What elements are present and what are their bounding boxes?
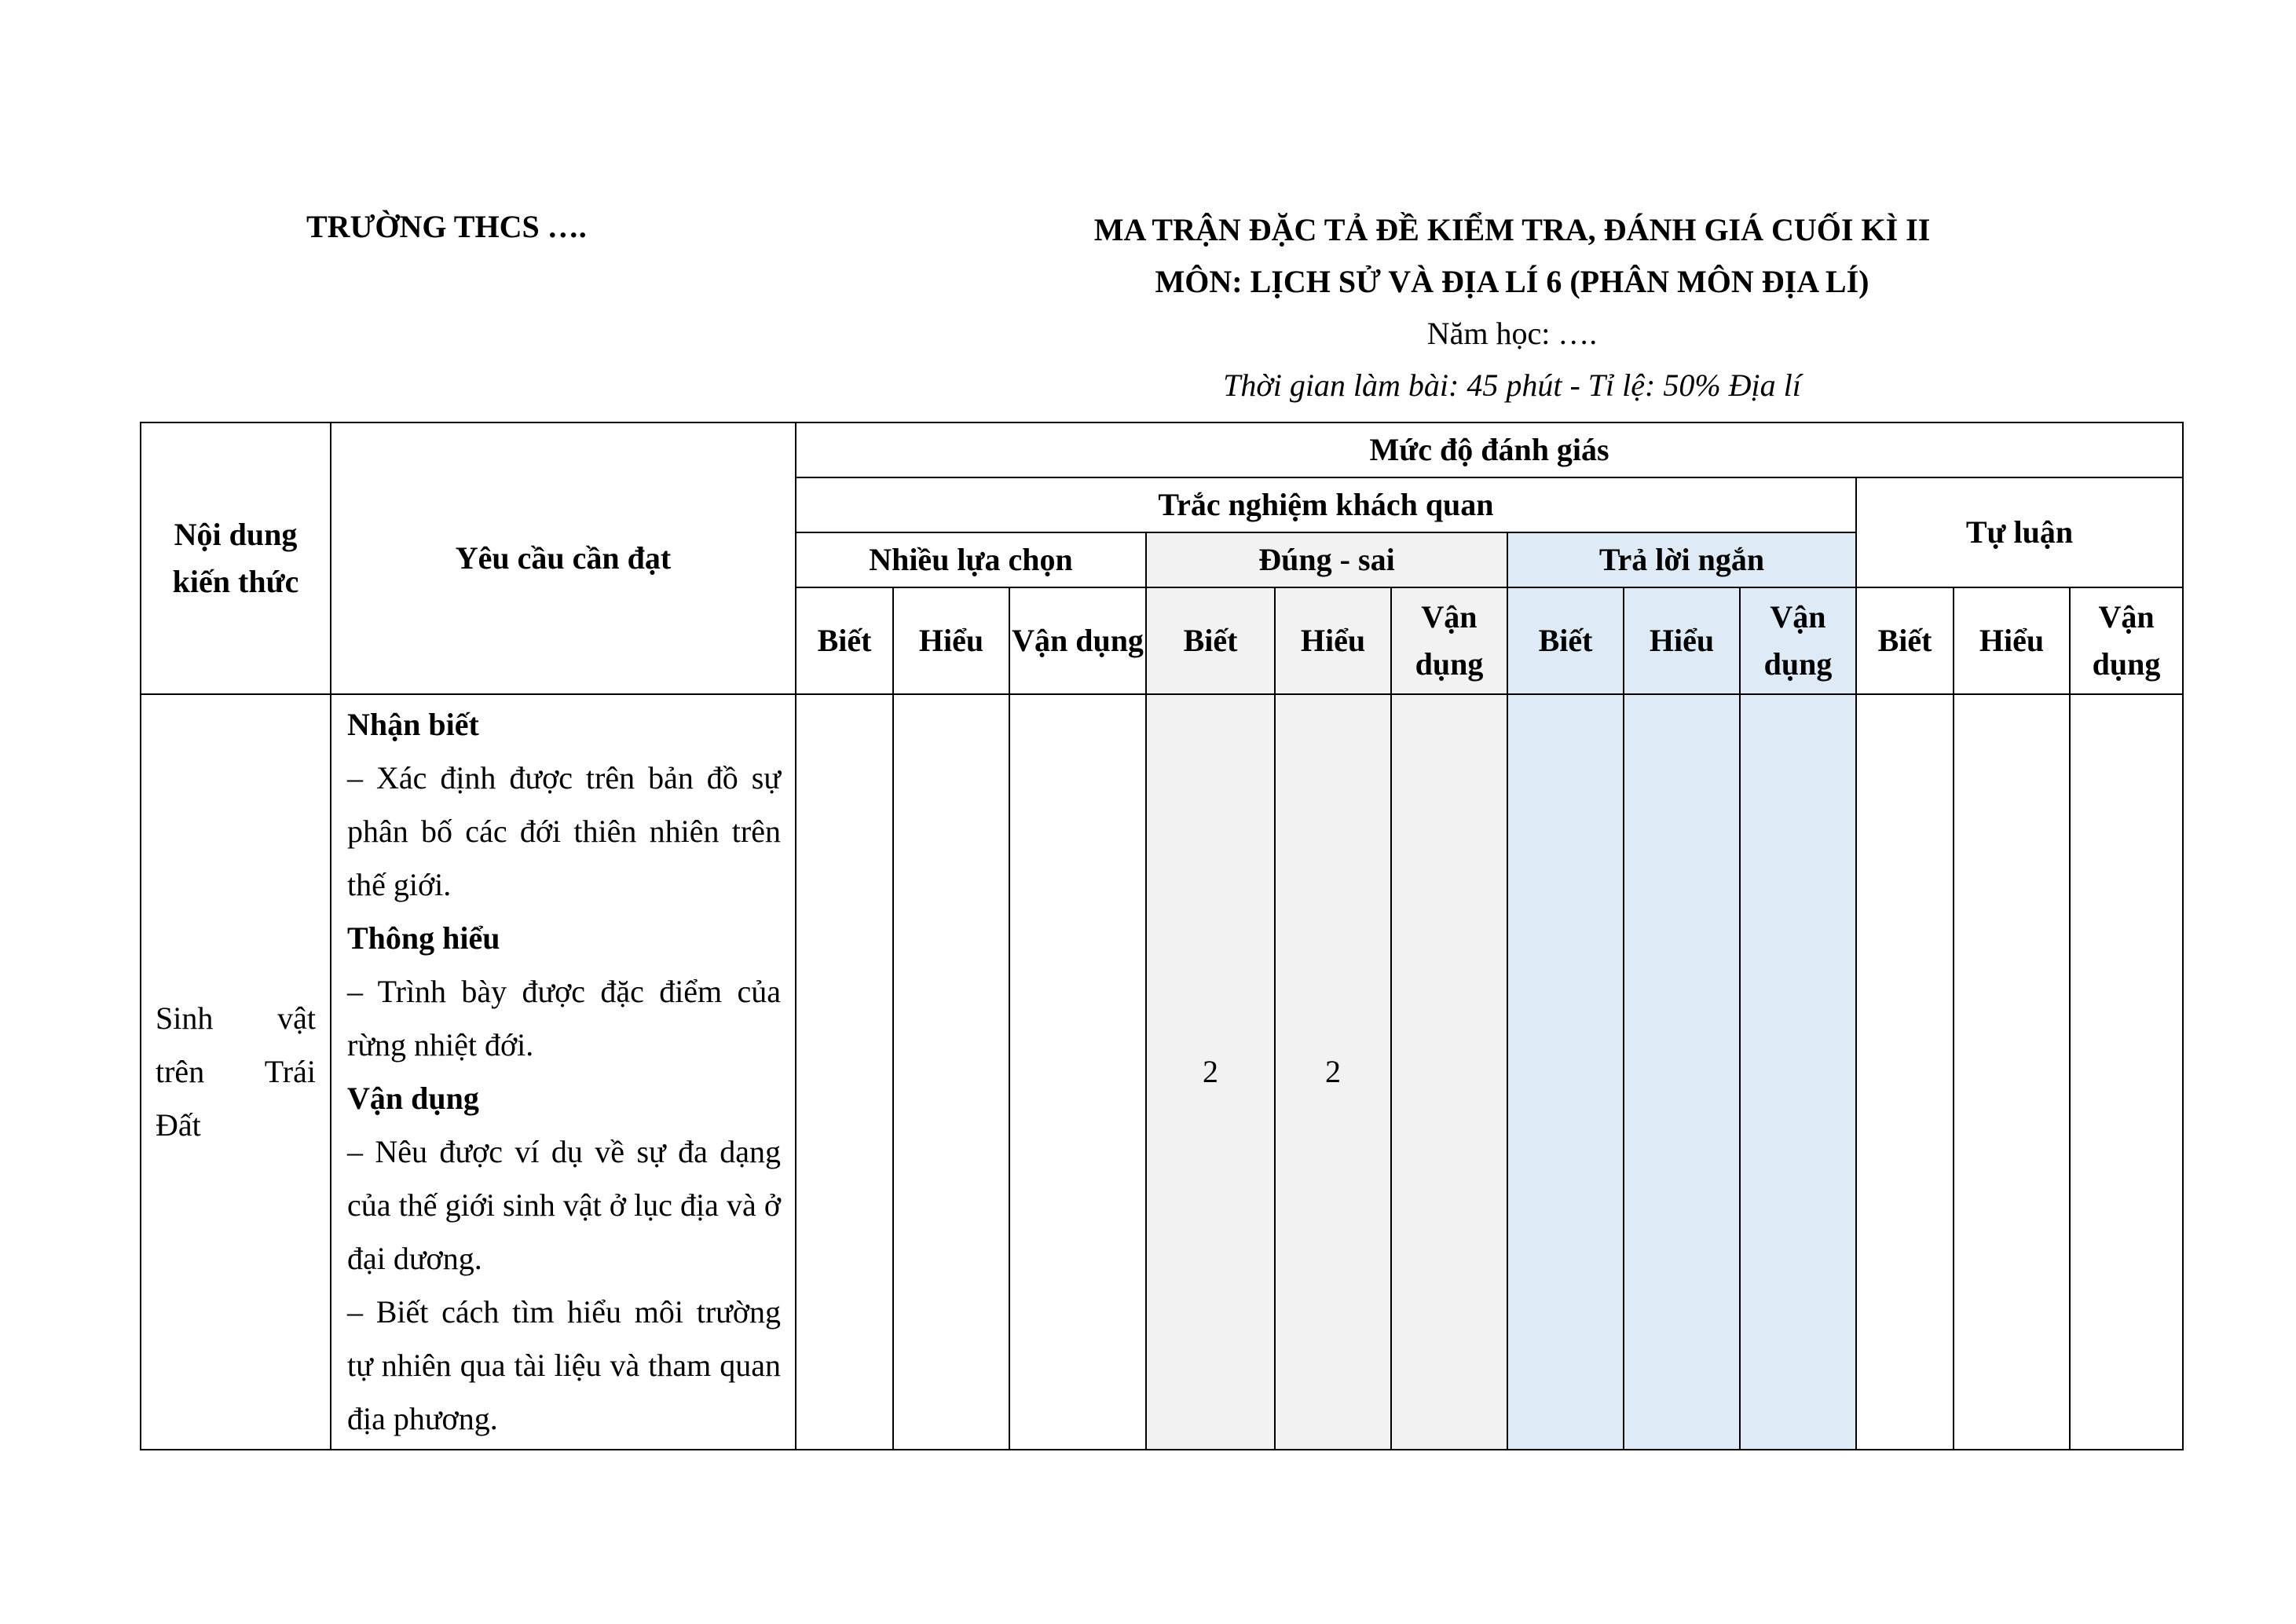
tf-apply-header: Vận dụng xyxy=(1391,587,1507,694)
mc-know-cell xyxy=(796,694,893,1450)
es-know-header: Biết xyxy=(1856,587,1954,694)
tf-know-cell: 2 xyxy=(1146,694,1275,1450)
header-true-false: Đúng - sai xyxy=(1146,532,1507,587)
es-understand-cell xyxy=(1954,694,2070,1450)
mc-apply-header: Vận dụng xyxy=(1009,587,1146,694)
requirement-list xyxy=(331,694,796,1450)
req-know-title: Nhận biết xyxy=(347,707,479,742)
header-objective: Trắc nghiệm khách quan xyxy=(796,477,1856,532)
header-row-1 xyxy=(141,422,2183,477)
header-short-answer: Trả lời ngắn xyxy=(1507,532,1856,587)
header-multiple-choice: Nhiều lựa chọn xyxy=(796,532,1146,587)
mc-understand-header: Hiểu xyxy=(893,587,1009,694)
tf-apply-cell xyxy=(1391,694,1507,1450)
mc-apply-cell xyxy=(1009,694,1146,1450)
es-apply-header: Vận dụng xyxy=(2070,587,2183,694)
exam-time-ratio: Thời gian làm bài: 45 phút - Tỉ lệ: 50% Địa lí xyxy=(1223,368,1801,403)
req-understand-item: – Trình bày được đặc điểm của rừng nhiệt đới. xyxy=(347,974,781,1063)
req-know-item: – Xác định được trên bản đồ sự phân bố các đới thiên nhiên trên thế giới. xyxy=(347,760,781,902)
req-apply-title: Vận dụng xyxy=(347,1081,479,1116)
es-apply-cell xyxy=(2070,694,2183,1450)
header-levels: Mức độ đánh giás xyxy=(796,422,2183,477)
document-title: MA TRẬN ĐẶC TẢ ĐỀ KIỂM TRA, ĐÁNH GIÁ CUỐI KÌ II xyxy=(1093,212,1931,247)
sa-apply-header: Vận dụng xyxy=(1740,587,1856,694)
table-row xyxy=(141,694,2183,1450)
assessment-matrix-table xyxy=(140,422,2184,1450)
sa-apply-cell xyxy=(1740,694,1856,1450)
school-year: Năm học: …. xyxy=(1426,316,1598,351)
tf-understand-header: Hiểu xyxy=(1275,587,1391,694)
tf-know-header: Biết xyxy=(1146,587,1275,694)
req-apply-item-1: – Nêu được ví dụ về sự đa dạng của thế giới sinh vật ở lục địa và ở đại dương. xyxy=(347,1134,781,1276)
content-topic: Sinh vật trên Trái Đất xyxy=(141,694,331,1450)
tf-understand-cell: 2 xyxy=(1275,694,1391,1450)
es-know-cell xyxy=(1856,694,1954,1450)
sa-know-header: Biết xyxy=(1507,587,1624,694)
header-content: Nội dung kiến thức xyxy=(141,422,331,694)
es-understand-header: Hiểu xyxy=(1954,587,2070,694)
req-understand-title: Thông hiểu xyxy=(347,920,500,956)
req-apply-item-2: – Biết cách tìm hiểu môi trường tự nhiên qua tài liệu và tham quan địa phương. xyxy=(347,1294,781,1436)
header-requirement: Yêu cầu cần đạt xyxy=(331,422,796,694)
subject-line: MÔN: LỊCH SỬ VÀ ĐỊA LÍ 6 (PHÂN MÔN ĐỊA LÍ) xyxy=(1155,264,1869,299)
mc-know-header: Biết xyxy=(796,587,893,694)
sa-understand-header: Hiểu xyxy=(1624,587,1740,694)
sa-understand-cell xyxy=(1624,694,1740,1450)
document-header xyxy=(911,204,2113,411)
header-essay: Tự luận xyxy=(1856,477,2183,587)
sa-know-cell xyxy=(1507,694,1624,1450)
mc-understand-cell xyxy=(893,694,1009,1450)
school-name: TRƯỜNG THCS …. xyxy=(306,209,587,244)
